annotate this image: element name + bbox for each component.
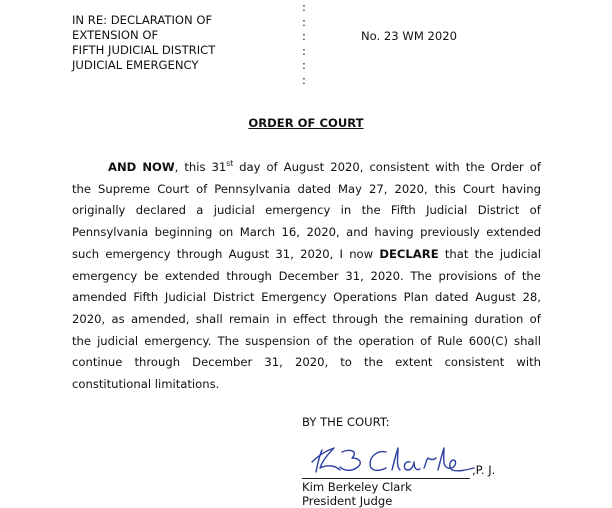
body-text-fragment: Judicial — [164, 290, 207, 305]
body-text-fragment: District — [212, 290, 255, 305]
body-word — [410, 266, 432, 288]
body-word — [478, 200, 520, 222]
body-word — [466, 157, 485, 179]
body-word — [475, 309, 524, 331]
body-text-fragment: the — [333, 333, 353, 348]
signature-line — [302, 478, 470, 479]
body-word — [276, 309, 287, 331]
body-text-fragment: operation — [358, 333, 415, 348]
body-text-fragment: August — [475, 290, 516, 305]
body-text-fragment: The — [410, 268, 432, 283]
body-word — [522, 287, 540, 309]
body-text-fragment: Order — [490, 160, 524, 174]
body-word — [261, 287, 326, 309]
body-word — [530, 200, 541, 222]
body-text-fragment: such — [72, 246, 100, 261]
body-word — [245, 331, 310, 353]
body-text-fragment: judicial — [499, 246, 541, 261]
body-text-fragment: Pennsylvania — [214, 181, 291, 196]
body-text-fragment: with — [516, 355, 541, 370]
body-text-fragment: consistent — [444, 355, 505, 370]
body-text-fragment: the — [361, 203, 381, 218]
body-text-fragment: 16, — [281, 225, 300, 240]
body-word — [340, 352, 352, 374]
body-word — [420, 222, 480, 244]
body-word — [395, 352, 432, 374]
body-text-fragment: in — [275, 311, 287, 326]
body-text-fragment: amended — [72, 290, 127, 305]
body-text-fragment: 31, — [264, 355, 283, 370]
body-text-fragment: Emergency — [261, 290, 327, 305]
body-word — [98, 179, 150, 201]
body-text-fragment: 2020, — [294, 355, 329, 370]
body-text-fragment: , — [174, 160, 179, 174]
body-line — [72, 352, 541, 374]
body-text-fragment: the — [72, 333, 92, 348]
body-word — [266, 157, 277, 179]
body-text-fragment: emergency — [265, 203, 331, 218]
body-text-fragment: December — [192, 355, 253, 370]
body-text-fragment: the — [72, 181, 92, 196]
body-text-fragment: judicial — [97, 333, 139, 348]
body-word — [530, 157, 541, 179]
body-word — [404, 287, 429, 309]
emphasis-text: AND — [108, 160, 137, 174]
body-word — [196, 179, 207, 201]
body-word — [212, 157, 234, 179]
body-text-fragment: emergency. — [144, 333, 212, 348]
body-word — [475, 287, 516, 309]
caption-separator: : — [302, 14, 306, 29]
body-word — [349, 244, 373, 266]
body-text-fragment: through — [332, 311, 378, 326]
body-word — [362, 200, 381, 222]
body-text-fragment: be — [143, 268, 159, 283]
body-text-fragment: of — [196, 181, 208, 196]
body-text-fragment: emergency — [105, 246, 171, 261]
body-text-fragment: of — [420, 333, 432, 348]
body-text-fragment: 2020. — [370, 268, 404, 283]
body-text-fragment: through — [176, 246, 223, 261]
body-text-fragment: Plan — [403, 290, 429, 305]
body-text-fragment: Rule — [437, 333, 463, 348]
body-word — [240, 222, 275, 244]
body-word — [239, 157, 260, 179]
caption-separator-column — [302, 0, 306, 88]
body-text-fragment: 2020, — [306, 225, 340, 240]
body-word — [333, 331, 352, 353]
body-word — [142, 157, 178, 179]
body-word — [439, 266, 498, 288]
body-word — [420, 331, 431, 353]
body-word — [136, 200, 186, 222]
body-word — [384, 309, 403, 331]
body-text-fragment: day — [239, 160, 261, 174]
body-text-fragment: previously — [420, 225, 480, 240]
body-word — [219, 222, 233, 244]
body-word — [330, 157, 363, 179]
body-text-fragment: emergency — [72, 268, 138, 283]
body-word — [300, 244, 333, 266]
caption-separator: : — [302, 29, 306, 44]
body-word — [108, 157, 136, 179]
body-text-fragment: August — [283, 160, 325, 174]
body-word — [264, 352, 282, 374]
body-text-fragment: August — [228, 246, 270, 261]
body-word — [374, 222, 413, 244]
body-word — [72, 200, 125, 222]
body-text-fragment: extent — [395, 355, 433, 370]
emphasis-text: DECLARE — [379, 246, 439, 261]
body-text-fragment: a — [196, 203, 204, 218]
body-text-fragment: 2020, — [300, 246, 334, 261]
caption-separator: : — [302, 72, 306, 87]
body-text-fragment: The — [217, 333, 240, 348]
body-text-fragment: remain — [229, 311, 270, 326]
caption-line-3: FIFTH JUDICIAL DISTRICT — [72, 43, 216, 57]
body-text-fragment: 2020, — [394, 181, 428, 196]
body-word — [133, 287, 158, 309]
body-text-fragment: consistent — [369, 160, 430, 174]
body-text-fragment: shall — [195, 311, 223, 326]
body-word — [196, 309, 223, 331]
handwritten-signature — [308, 440, 478, 480]
body-word — [72, 222, 148, 244]
body-text-fragment: of — [529, 311, 541, 326]
body-text-fragment: 2020, — [72, 311, 106, 326]
body-word — [341, 200, 352, 222]
body-text-fragment: shall — [514, 333, 541, 348]
body-word — [177, 244, 223, 266]
body-text-fragment: beginning — [154, 225, 213, 240]
body-line — [72, 331, 541, 353]
body-text-fragment: through — [226, 268, 272, 283]
document-title: ORDER OF COURT — [248, 116, 364, 130]
body-text-fragment: Operations — [333, 290, 397, 305]
body-word — [391, 200, 416, 222]
body-word — [445, 352, 505, 374]
body-word — [295, 352, 328, 374]
body-text-fragment: Court — [462, 181, 495, 196]
body-text-fragment: of — [529, 203, 541, 218]
body-word — [196, 200, 203, 222]
body-text-fragment: duration — [474, 311, 524, 326]
ordinal-suffix: st — [226, 159, 234, 169]
body-word — [500, 244, 541, 266]
body-line — [72, 287, 541, 309]
body-word — [72, 352, 122, 374]
body-line — [72, 374, 541, 396]
body-word — [475, 244, 494, 266]
body-text-fragment: the — [363, 355, 383, 370]
body-word — [437, 331, 462, 353]
body-line — [72, 266, 541, 288]
body-word — [338, 179, 362, 201]
body-word — [358, 331, 414, 353]
body-word — [502, 179, 541, 201]
body-text-fragment: Court — [157, 181, 190, 196]
body-word — [217, 331, 239, 353]
body-text-fragment: on — [218, 225, 234, 240]
body-word — [229, 309, 270, 331]
order-body — [72, 157, 541, 396]
body-word — [435, 179, 456, 201]
body-text-fragment: amended, — [131, 311, 190, 326]
body-word — [275, 244, 293, 266]
body-text-fragment: 2020, — [330, 160, 364, 174]
body-text-fragment: through — [134, 355, 181, 370]
body-word — [369, 157, 429, 179]
body-word — [369, 179, 387, 201]
body-word — [144, 331, 211, 353]
body-word — [214, 200, 255, 222]
body-text-fragment: 28, — [522, 290, 541, 305]
body-word — [435, 157, 460, 179]
body-word — [316, 331, 327, 353]
body-word — [426, 200, 467, 222]
body-word — [284, 157, 325, 179]
body-word — [165, 266, 220, 288]
body-text-fragment: Judicial — [426, 203, 468, 218]
body-text-fragment: suspension — [245, 333, 311, 348]
body-text-fragment: as — [111, 311, 125, 326]
body-word — [463, 179, 495, 201]
body-text-fragment: the — [474, 246, 494, 261]
body-word — [516, 352, 541, 374]
body-word — [370, 266, 403, 288]
body-text-fragment: Supreme — [98, 181, 151, 196]
caption-separator: : — [302, 58, 306, 73]
body-text-fragment: that — [444, 246, 469, 261]
body-word — [297, 179, 331, 201]
body-word — [165, 287, 206, 309]
signer-title: President Judge — [302, 494, 393, 508]
body-word — [265, 200, 330, 222]
body-text-fragment: the — [521, 268, 541, 283]
body-text-fragment: having — [374, 225, 414, 240]
body-text-fragment: Fifth — [390, 203, 416, 218]
body-word — [469, 331, 508, 353]
pj-suffix: ,P. J. — [472, 463, 496, 477]
body-text-fragment: of — [316, 333, 328, 348]
body-line — [72, 309, 541, 331]
body-word — [72, 244, 99, 266]
body-word — [214, 179, 290, 201]
body-word — [135, 352, 181, 374]
body-text-fragment: remaining — [409, 311, 469, 326]
caption-line-4: JUDICIAL EMERGENCY — [72, 58, 199, 72]
body-word — [184, 157, 205, 179]
body-word — [157, 179, 189, 201]
body-word — [131, 309, 189, 331]
body-text-fragment: of — [504, 268, 516, 283]
body-word — [293, 309, 326, 331]
body-text-fragment: 600(C) — [468, 333, 508, 348]
body-word — [410, 309, 469, 331]
body-text-fragment: this — [434, 181, 456, 196]
body-word — [282, 222, 300, 244]
caption-line-2: EXTENSION OF — [72, 28, 159, 42]
body-text-fragment: of — [529, 160, 541, 174]
by-the-court-label: BY THE COURT: — [302, 415, 390, 429]
body-line — [72, 244, 541, 266]
body-word — [155, 374, 220, 396]
body-text-fragment: May — [338, 181, 362, 196]
body-line — [72, 200, 541, 222]
body-text-fragment: District — [477, 203, 520, 218]
case-number: No. 23 WM 2020 — [361, 29, 458, 43]
body-text-fragment: the — [465, 160, 485, 174]
body-word — [226, 266, 272, 288]
body-text-fragment: having — [501, 181, 541, 196]
body-text-fragment: continue — [72, 355, 123, 370]
body-word — [333, 287, 397, 309]
body-text-fragment: effect — [292, 311, 327, 326]
case-caption — [72, 13, 215, 73]
body-text-fragment: December — [278, 268, 339, 283]
body-word — [435, 287, 469, 309]
body-text-fragment: extended — [486, 225, 541, 240]
signer-name: Kim Berkeley Clark — [302, 480, 412, 494]
body-word — [72, 374, 151, 396]
body-word — [504, 266, 515, 288]
body-text-fragment: 31 — [211, 160, 227, 174]
body-text-fragment: now — [349, 246, 374, 261]
caption-separator: : — [302, 43, 306, 58]
body-text-fragment: Fifth — [133, 290, 159, 305]
body-word — [112, 309, 125, 331]
body-word — [72, 266, 137, 288]
body-text-fragment: this — [184, 160, 206, 174]
body-text-fragment: Pennsylvania — [72, 225, 149, 240]
body-word — [192, 352, 252, 374]
body-word — [514, 331, 541, 353]
body-text-fragment: extended — [165, 268, 220, 283]
body-word — [72, 309, 105, 331]
body-line — [72, 179, 541, 201]
body-text-fragment: the — [384, 311, 404, 326]
body-text-fragment: 27, — [368, 181, 388, 196]
body-word — [144, 266, 159, 288]
body-word — [72, 179, 91, 201]
body-word — [346, 222, 368, 244]
body-text-fragment: to — [340, 355, 352, 370]
body-text-fragment: dated — [297, 181, 331, 196]
body-text-fragment: of — [266, 160, 278, 174]
body-word — [379, 244, 438, 266]
body-line — [72, 157, 541, 179]
emphasis-text: NOW — [142, 160, 175, 174]
body-text-fragment: declared — [135, 203, 186, 218]
body-word — [486, 222, 541, 244]
signature-block — [302, 440, 562, 508]
body-word — [97, 331, 138, 353]
body-word — [306, 222, 339, 244]
body-text-fragment: in — [340, 203, 352, 218]
body-text-fragment: with — [435, 160, 460, 174]
body-word — [345, 266, 363, 288]
body-text-fragment: judicial — [213, 203, 255, 218]
body-word — [332, 309, 378, 331]
body-word — [105, 244, 170, 266]
body-text-fragment: I — [339, 246, 343, 261]
body-word — [279, 266, 339, 288]
body-word — [394, 179, 427, 201]
caption-separator: : — [302, 0, 306, 14]
body-word — [530, 309, 541, 331]
body-word — [491, 157, 524, 179]
body-text-fragment: limitations. — [154, 377, 220, 392]
body-word — [72, 331, 91, 353]
body-text-fragment: 31, — [345, 268, 364, 283]
body-word — [340, 244, 343, 266]
body-word — [229, 244, 270, 266]
body-word — [364, 352, 383, 374]
body-text-fragment: originally — [72, 203, 126, 218]
body-text-fragment: 31, — [275, 246, 294, 261]
body-text-fragment: constitutional — [72, 377, 152, 392]
body-word — [72, 287, 127, 309]
body-text-fragment: provisions — [438, 268, 498, 283]
body-word — [522, 266, 541, 288]
body-line — [72, 222, 541, 244]
body-text-fragment: dated — [435, 290, 469, 305]
body-text-fragment: and — [346, 225, 368, 240]
caption-line-1: IN RE: DECLARATION OF — [72, 13, 213, 27]
body-word — [445, 244, 469, 266]
body-text-fragment: March — [239, 225, 276, 240]
body-word — [155, 222, 213, 244]
body-word — [213, 287, 255, 309]
